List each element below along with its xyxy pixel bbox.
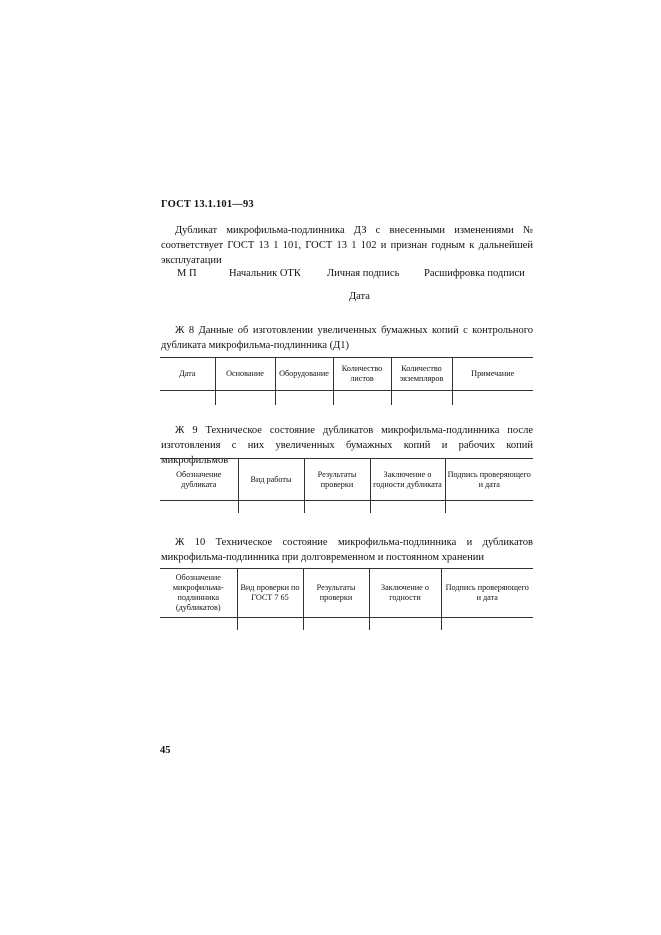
intro-paragraph: Дубликат микрофильма-подлинника ДЗ с внесенными изменениями № соответствует ГОСТ 13 1 101, ГОСТ 13 1 102 и признан годным к дальнейшей эксплуатации <box>161 225 533 266</box>
table-header-cell: Вид работы <box>238 459 304 501</box>
sig-personal: Личная подпись <box>327 268 400 279</box>
page-number: 45 <box>160 745 171 756</box>
table-header-cell: Количество экземпляров <box>391 358 452 391</box>
table-header-cell: Оборудование <box>275 358 333 391</box>
table-header-cell: Заключение о годности <box>369 569 441 618</box>
section-zh8-text: Ж 8 Данные об изготовлении увеличенных бумажных копий с контрольного дубликата микрофильма-подлинника (Д1) <box>161 325 533 351</box>
table-header-cell: Заключение о годности дубликата <box>370 459 445 501</box>
table-header-cell: Вид проверки по ГОСТ 7 65 <box>237 569 303 618</box>
table-header-cell: Результаты проверки <box>304 459 370 501</box>
table-header-cell: Подпись проверяющего и дата <box>447 469 531 489</box>
table-header-cell: Результаты проверки <box>303 569 369 618</box>
table-zh10 <box>160 568 533 630</box>
section-zh10-text: Ж 10 Техническое состояние микрофильма-подлинника и дубликатов микрофильма-подлинника при долговременном и постоянном хранении <box>161 537 533 563</box>
table-row <box>160 391 533 405</box>
sig-date: Дата <box>349 291 370 302</box>
table-header-cell: Примечание <box>471 369 515 378</box>
table-header-cell: Подпись проверяющего и дата <box>445 583 529 602</box>
table-row <box>160 501 533 513</box>
table-header-cell: Обозначение микрофильма-подлинника (дубликатов) <box>160 569 237 618</box>
section-zh9-text: Ж 9 Техническое состояние дубликатов микрофильма-подлинника после изготовления с них увеличенных бумажных копий и рабочих копий микрофильмов <box>161 425 533 466</box>
table-zh9 <box>160 458 533 513</box>
table-zh8 <box>160 357 533 405</box>
table-row <box>160 618 533 630</box>
sig-decode: Расшифровка подписи <box>424 268 525 279</box>
sig-mp: М П <box>177 268 197 279</box>
sig-chief: Начальник ОТК <box>229 268 301 279</box>
table-header-cell: Количество листов <box>333 358 391 391</box>
document-code: ГОСТ 13.1.101—93 <box>161 199 254 210</box>
table-header-cell: Дата <box>160 358 215 391</box>
table-header-cell: Основание <box>215 358 275 391</box>
table-header-cell: Обозначение дубликата <box>160 459 238 501</box>
